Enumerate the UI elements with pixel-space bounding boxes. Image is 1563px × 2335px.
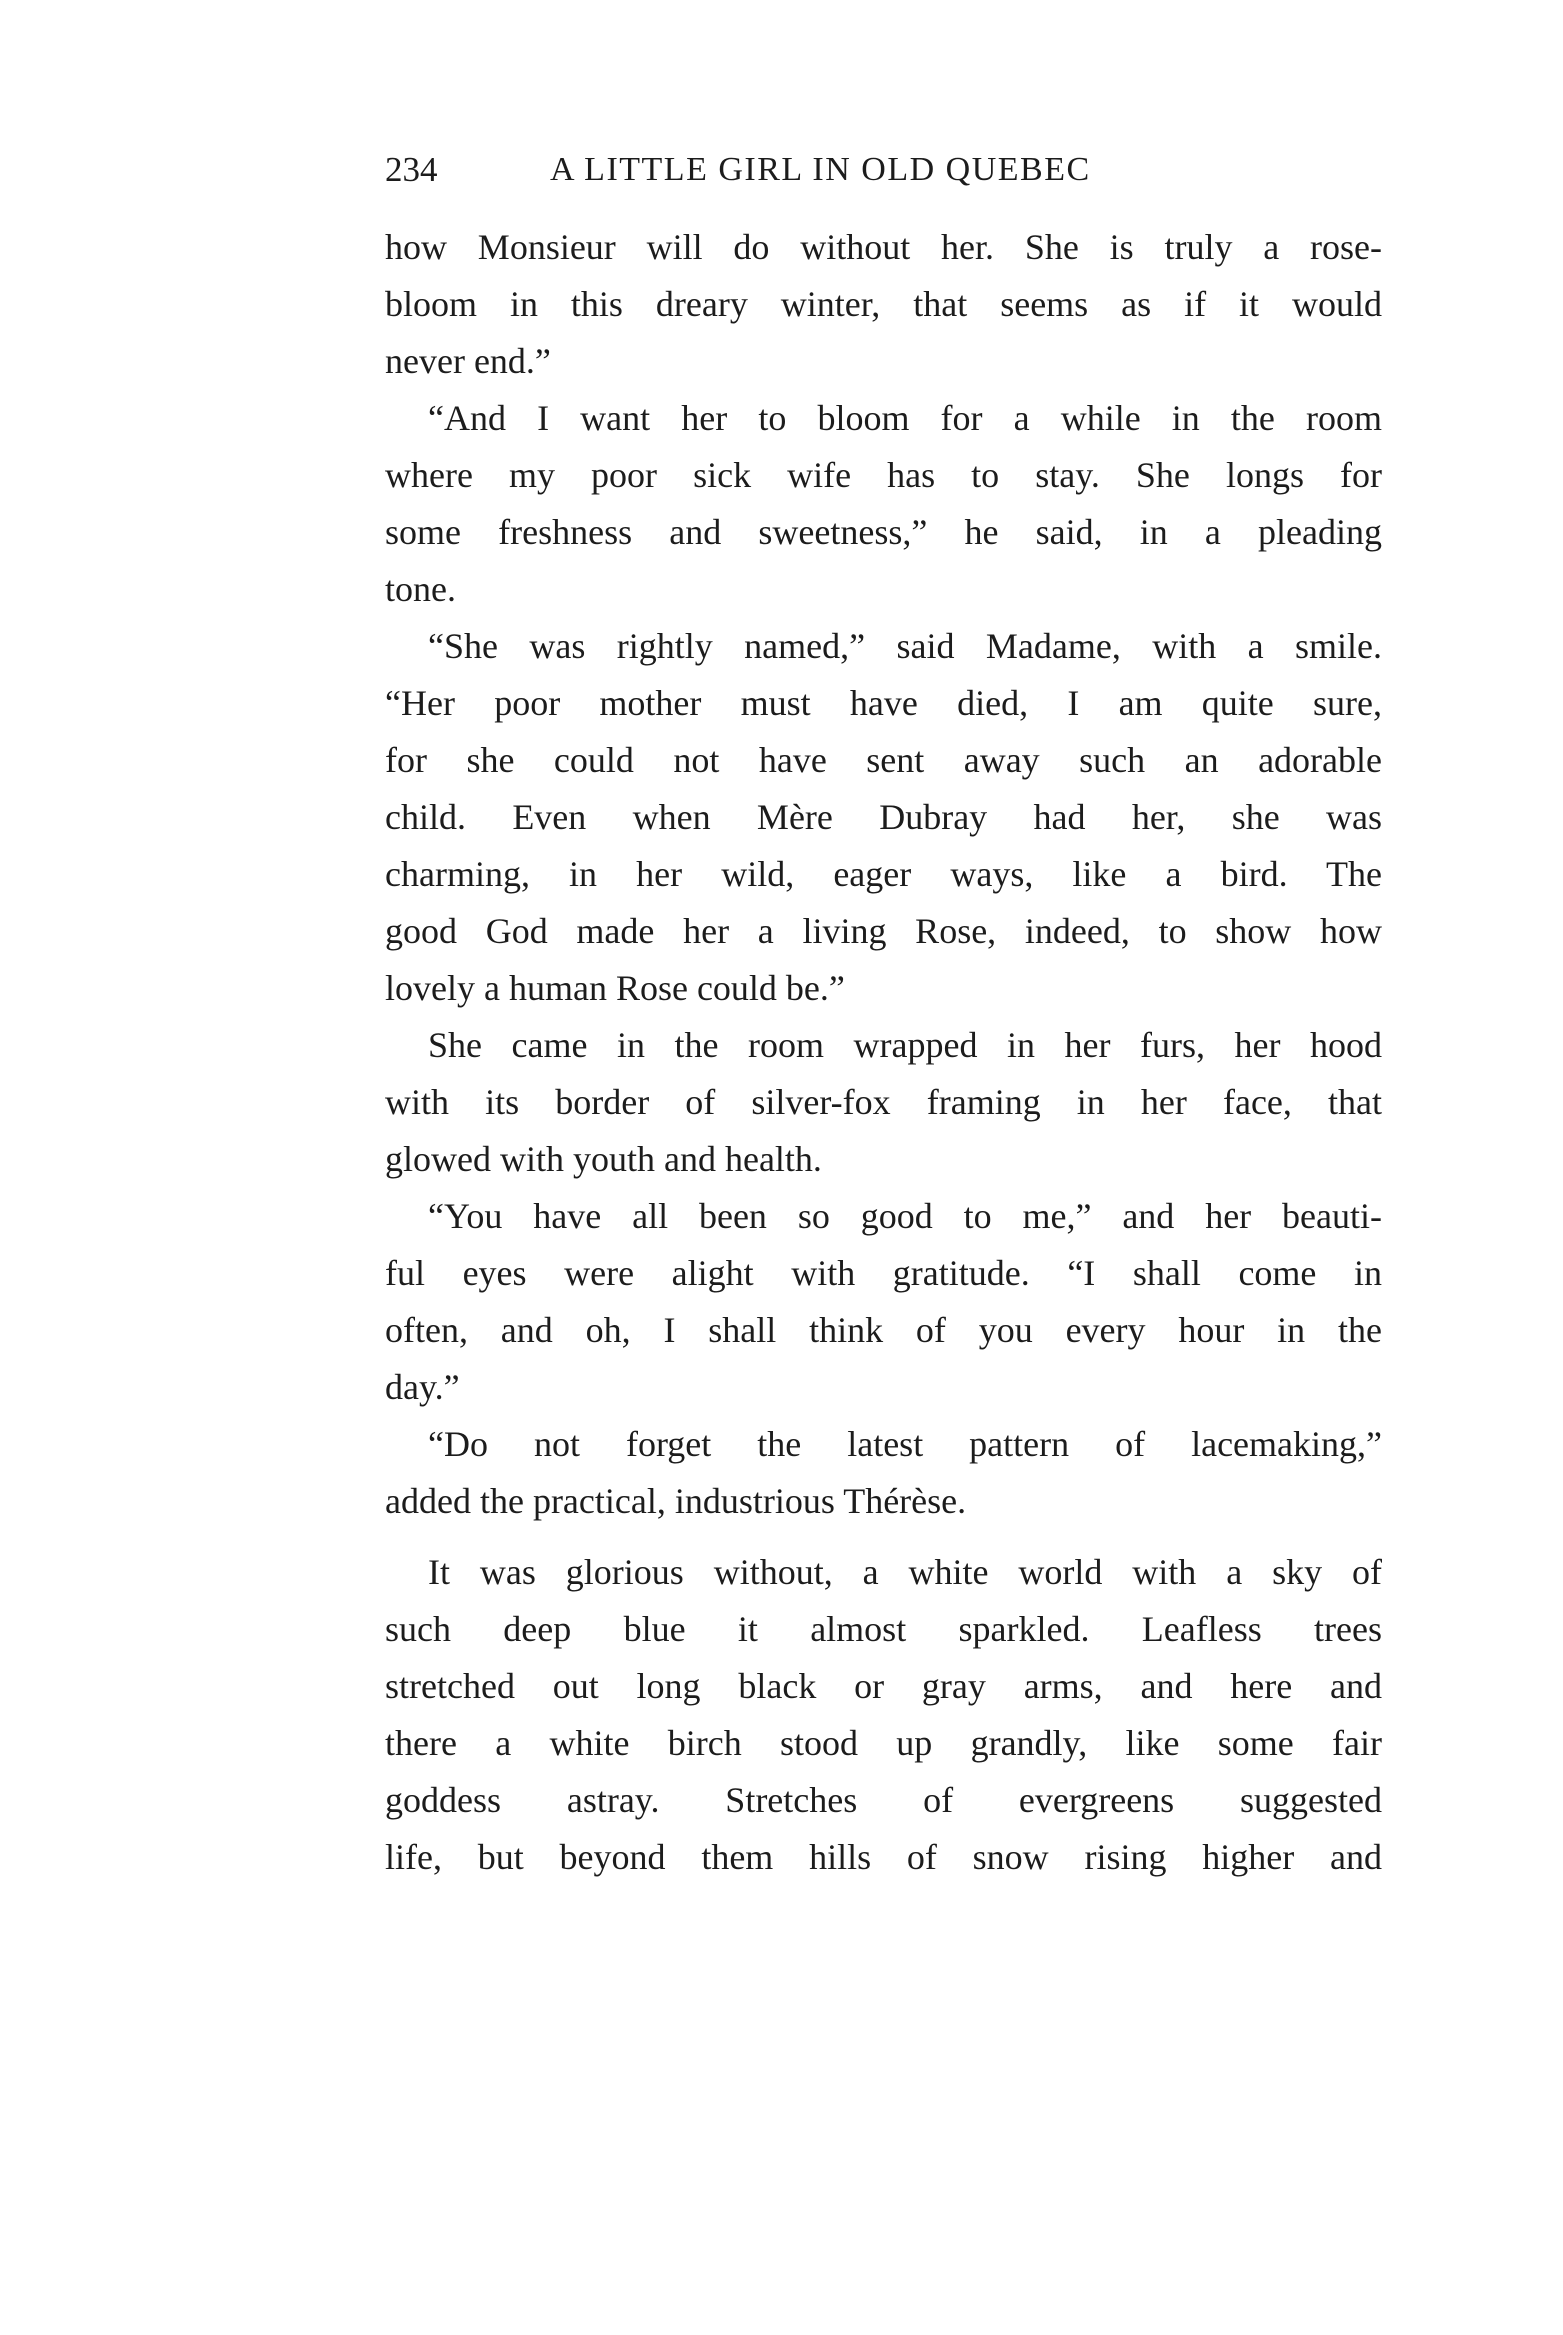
text-line: glowed with youth and health. xyxy=(385,1139,822,1179)
text-line: day.” xyxy=(385,1367,460,1407)
text-line: such deep blue it almost sparkled. Leafless trees xyxy=(385,1609,1382,1649)
text-line: goddess astray. Stretches of evergreens suggested xyxy=(385,1780,1382,1820)
text-line: good God made her a living Rose, indeed, to show how xyxy=(385,911,1382,951)
text-line: life, but beyond them hills of snow rising higher and xyxy=(385,1837,1382,1877)
text-line: She came in the room wrapped in her furs, her hood xyxy=(428,1025,1382,1065)
text-line: how Monsieur will do without her. She is truly a rose- xyxy=(385,227,1382,267)
text-line: bloom in this dreary winter, that seems as if it would xyxy=(385,284,1382,324)
text-line: “She was rightly named,” said Madame, with a smile. xyxy=(428,626,1382,666)
text-line: “Her poor mother must have died, I am quite sure, xyxy=(385,683,1382,723)
text-line: “Do not forget the latest pattern of lacemaking,” xyxy=(428,1424,1382,1464)
text-line: “You have all been so good to me,” and her beauti- xyxy=(428,1196,1382,1236)
text-line: often, and oh, I shall think of you every hour in the xyxy=(385,1310,1382,1350)
text-line: with its border of silver-fox framing in her face, that xyxy=(385,1082,1382,1122)
page-number: 234 xyxy=(385,150,438,189)
text-line: It was glorious without, a white world with a sky of xyxy=(428,1552,1382,1592)
text-line: some freshness and sweetness,” he said, in a pleading xyxy=(385,512,1382,552)
text-line: “And I want her to bloom for a while in the room xyxy=(428,398,1382,438)
text-line: there a white birch stood up grandly, like some fair xyxy=(385,1723,1382,1763)
text-line: stretched out long black or gray arms, and here and xyxy=(385,1666,1382,1706)
text-line: ful eyes were alight with gratitude. “I shall come in xyxy=(385,1253,1382,1293)
text-line: lovely a human Rose could be.” xyxy=(385,968,845,1008)
text-line: tone. xyxy=(385,569,456,609)
text-line: never end.” xyxy=(385,341,551,381)
running-header xyxy=(385,146,1382,194)
text-line: child. Even when Mère Dubray had her, she was xyxy=(385,797,1382,837)
running-title: A LITTLE GIRL IN OLD QUEBEC xyxy=(550,151,1091,188)
text-line: for she could not have sent away such an adorable xyxy=(385,740,1382,780)
text-line: charming, in her wild, eager ways, like a bird. The xyxy=(385,854,1382,894)
text-line: where my poor sick wife has to stay. She longs for xyxy=(385,455,1382,495)
text-line: added the practical, industrious Thérèse. xyxy=(385,1481,967,1521)
